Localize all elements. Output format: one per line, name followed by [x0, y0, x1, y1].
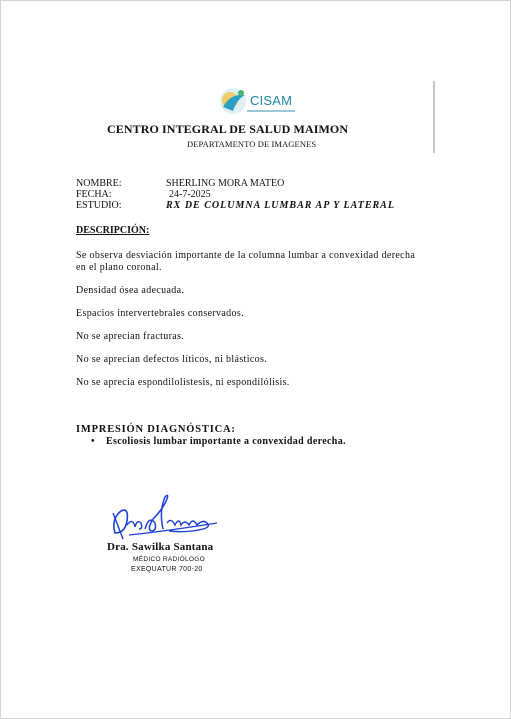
- description-paragraph: No se aprecia espondilolistesis, ni espondilólisis.: [76, 377, 290, 388]
- description-paragraph: Espacios intervertebrales conservados.: [76, 308, 244, 319]
- logo-text: CISAM: [250, 93, 293, 108]
- impression-list: [91, 436, 346, 447]
- name-label: NOMBRE:: [76, 178, 122, 189]
- name-value: SHERLING MORA MATEO: [166, 178, 285, 189]
- cisam-logo: [217, 85, 297, 119]
- signer-name: Dra. Sawilka Santana: [107, 541, 214, 553]
- study-label: ESTUDIO:: [76, 200, 122, 211]
- signer-role: MÉDICO RADIÓLOGO: [133, 556, 205, 563]
- study-value: RX DE COLUMNA LUMBAR AP Y LATERAL: [166, 200, 395, 211]
- description-paragraph: No se aprecian defectos líticos, ni blásticos.: [76, 354, 268, 365]
- signature-icon: [107, 489, 227, 545]
- impression-heading: IMPRESIÓN DIAGNÓSTICA:: [76, 424, 236, 435]
- department-name: DEPARTAMENTO DE IMAGENES: [187, 139, 317, 149]
- description-paragraph: No se aprecian fracturas.: [76, 331, 185, 342]
- impression-item-text: Escoliosis lumbar importante a convexidad derecha.: [106, 436, 346, 447]
- date-label: FECHA:: [76, 189, 112, 200]
- description-heading: DESCRIPCIÓN:: [76, 225, 150, 236]
- description-paragraph: Densidad ósea adecuada.: [76, 285, 185, 296]
- margin-line: [433, 81, 435, 153]
- logo-emblem-icon: [217, 85, 251, 119]
- impression-item: [91, 436, 346, 447]
- logo-tagline-line: [247, 110, 295, 112]
- description-paragraph: Se observa desviación importante de la columna lumbar a convexidad derecha en el plano coronal.: [76, 250, 416, 273]
- organization-name: CENTRO INTEGRAL DE SALUD MAIMON: [107, 122, 349, 136]
- bullet-icon: •: [91, 436, 95, 447]
- signer-registration: EXEQUATUR 700-20: [131, 566, 203, 573]
- date-value: 24-7-2025: [169, 189, 211, 200]
